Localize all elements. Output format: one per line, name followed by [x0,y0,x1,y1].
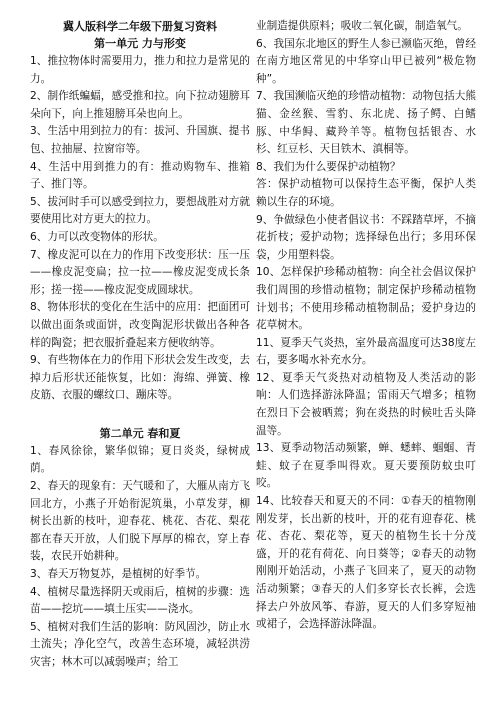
right-item-6: 9、争做绿色小使者倡议书：不踩踏草坪，不摘花折枝；爱护动物；选择绿色出行；多用环保袋，少用塑料袋。 [256,213,476,261]
right-item-4: 8、我们为什么要保护动植物？ [256,160,401,173]
unit2-item-1: 1、春风徐徐，繁华似锦；夏日炎炎，绿树成荫。 [30,444,250,475]
unit2-item-4: 4、植树尽量选择阴天或雨后，植树的步骤：选苗——挖坑——填土压实——浇水。 [30,585,250,616]
unit1-item-5: 5、拔河时手可以感受到拉力，要想战胜对方就要使用比对方更大的拉力。 [30,195,250,226]
unit1-item-3: 3、生活中用到拉力的有：拔河、升国旗、提书包、拉抽屉、拉窗帘等。 [30,125,250,155]
unit1-title: 第一单元 力与形变 [94,37,186,50]
right-column [256,18,476,634]
unit2-item-2: 2、春天的现象有：天气暖和了，大雁从南方飞回北方，小燕子开始衔泥筑巢，小草发芽，柳树长出新的枝叶，迎春花、桃花、杏花、梨花都在春天开放，人们脱下厚厚的棉衣，穿上春装，农民开始耕种。 [30,480,250,563]
right-item-3: 7、我国濒临灭绝的珍惜动植物：动物包括大熊猫、金丝猴、雪豹、东北虎、扬子鳄、白鳍豚、中华鲟、藏羚羊等。植物包括银杏、水杉、红豆杉、天目铁木、滇桐等。 [256,90,476,156]
right-item-2: 6、我国东北地区的野生人参已濒临灭绝，曾经在南方地区常见的中华穿山甲已被列“极危物种”。 [256,37,476,85]
document-title: 冀人版科学二年级下册复习资料 [63,20,217,33]
unit1-item-7: 7、橡皮泥可以在力的作用下改变形状：压一压——橡皮泥变扁；拉一拉——橡皮泥变成长条形；搓一搓——橡皮泥变成圆球状。 [30,248,250,296]
right-item-11: 14、比较春天和夏天的不同：①春天的植物刚刚发芽，长出新的枝叶，开的花有迎春花、桃花、杏花、梨花等，夏天的植物生长十分茂盛，开的花有荷花、向日葵等；②春天的动物刚刚开始活动，小燕子飞回来了，夏天的动物活动频繁；③春天的人们多穿长衣长裤，会选择去户外放风筝、春游，夏天的人们多穿短袖或裙子，会选择游泳降温。 [256,495,476,631]
right-item-7: 10、怎样保护珍稀动植物：向全社会倡议保护我们周围的珍惜动植物；制定保护珍稀动植物计划书；不使用珍稀动植物制品；爱护身边的花草树木。 [256,266,476,332]
right-item-5: 答：保护动植物可以保持生态平衡，保护人类赖以生存的环境。 [256,178,476,208]
left-column [30,18,250,672]
unit2-item-3: 3、春天万物复苏，是植树的好季节。 [30,568,207,581]
unit1-item-9: 9、有些物体在力的作用下形状会发生改变，去掉力后形状还能恢复，比如：海绵、弹簧、橡皮筋、衣服的螺纹口、蹦床等。 [30,354,250,402]
unit2-item-5: 5、植树对我们生活的影响：防风固沙，防止水土流失；净化空气，改善生态环境，减轻洪涝灾害；林木可以减弱噪声；给工 [30,620,250,668]
unit1-item-4: 4、生活中用到推力的有：推动购物车、推箱子、推门等。 [30,160,250,191]
unit1-item-2: 2、制作纸蝙蝠，感受推和拉。向下拉动翅膀耳朵向下，向上推翅膀耳朵也向上。 [30,90,250,120]
unit1-item-1: 1、推拉物体时需要用力，推力和拉力是常见的力。 [30,55,250,85]
unit2-title: 第二单元 春和夏 [99,426,181,440]
right-item-10: 13、夏季动物活动频繁，蝉、蟋蟀、蝈蝈、青蛙、蚊子在夏季叫得欢。夏天要预防蚊虫叮咬。 [256,442,476,490]
right-item-8: 11、夏季天气炎热，室外最高温度可达38度左右，要多喝水补充水分。 [256,336,476,367]
unit1-item-6: 6、力可以改变物体的形状。 [30,230,164,243]
unit1-item-8: 8、物体形状的变化在生活中的应用：把面团可以做出面条或面饼，改变陶泥形状做出各种各样的陶瓷；把衣服折叠起来方便收纳等。 [30,301,250,349]
right-item-1: 业制造提供原料；吸收二氧化碳，制造氧气。 [256,20,468,32]
right-item-9: 12、夏季天气炎热对动植物及人类活动的影响：人们选择游泳降温；雷雨天气增多；植物在烈日下会被晒蔫；狗在炎热的时候吐舌头降温等。 [256,371,476,437]
